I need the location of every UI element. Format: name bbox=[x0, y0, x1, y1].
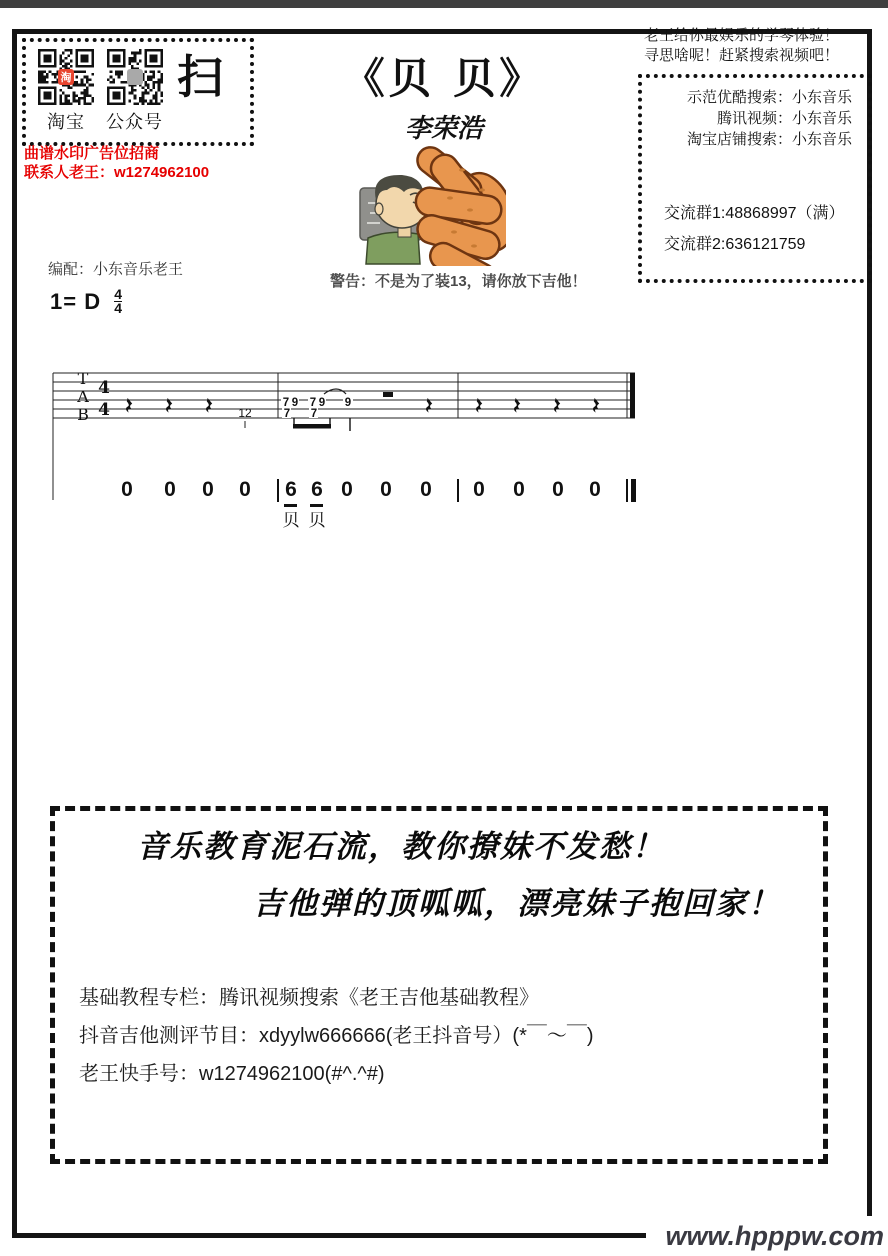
song-artist: 李荣浩 bbox=[404, 114, 483, 144]
fret-number-tied: 9 bbox=[344, 397, 352, 409]
jianpu-note: 0 bbox=[341, 478, 353, 501]
final-barline-thick bbox=[630, 373, 635, 418]
slap-meme-image bbox=[358, 146, 506, 266]
qq-group-1: 交流群1:48868997（满） bbox=[664, 205, 845, 222]
key-name: 1= D bbox=[50, 288, 102, 314]
jianpu-note: 0 bbox=[164, 478, 176, 501]
fret-number: 9 bbox=[318, 397, 326, 409]
jianpu-note: 0 bbox=[513, 478, 525, 501]
arranger-credit: 编配：小东音乐老王 bbox=[48, 261, 184, 278]
promo-dotted-box bbox=[638, 74, 872, 283]
lyric-syllable: 贝 bbox=[308, 511, 326, 530]
search-line-tencent: 腾讯视频：小东音乐 bbox=[716, 110, 852, 127]
qq-group-2: 交流群2:636121759 bbox=[664, 236, 806, 253]
tab-letter-b: B bbox=[77, 405, 89, 424]
jianpu-note: 6 bbox=[311, 478, 323, 501]
jianpu-final-barline-thin bbox=[626, 479, 628, 502]
search-line-taobao: 淘宝店铺搜索：小东音乐 bbox=[686, 131, 852, 148]
promo-header bbox=[644, 26, 876, 66]
fret-number: 7 bbox=[309, 397, 317, 409]
ad-line-2: 联系人老王：w1274962100 bbox=[24, 164, 210, 181]
half-rest-icon bbox=[383, 392, 393, 397]
scan-character: 扫 bbox=[177, 51, 223, 103]
taobao-qr-logo: 淘 bbox=[58, 69, 74, 85]
wechat-qr-logo bbox=[127, 69, 143, 85]
promo-line-1: 老王给你最娱乐的学琴体验！ bbox=[644, 27, 840, 44]
footer-line-kuaishou: 老王快手号：w1274962100(#^.^#) bbox=[79, 1063, 385, 1085]
position-marker: 12 bbox=[238, 406, 252, 420]
slogan-line-2: 吉他弹的顶呱呱，漂亮妹子抱回家！ bbox=[253, 886, 781, 922]
slogan-line-1: 音乐教育泥石流，教你撩妹不发愁！ bbox=[137, 829, 665, 865]
tab-time-bottom: 4 bbox=[98, 400, 110, 420]
fret-number: 7 bbox=[310, 408, 318, 420]
taobao-qr-label: 淘宝 bbox=[47, 112, 85, 132]
ad-line-1: 曲谱水印广告位招商 bbox=[24, 145, 160, 162]
jianpu-note: 0 bbox=[202, 478, 214, 501]
scan-qr-box bbox=[22, 38, 254, 146]
time-signature-bottom: 4 bbox=[114, 300, 122, 316]
key-signature bbox=[50, 288, 126, 315]
time-signature bbox=[110, 288, 126, 315]
footer-line-tutorial: 基础教程专栏：腾讯视频搜索《老王吉他基础教程》 bbox=[79, 987, 539, 1009]
fret-number: 7 bbox=[283, 408, 291, 420]
jianpu-note: 6 bbox=[285, 478, 297, 501]
jianpu-note: 0 bbox=[473, 478, 485, 501]
time-signature-top: 4 bbox=[114, 286, 122, 302]
jianpu-note: 0 bbox=[239, 478, 251, 501]
jianpu-note: 0 bbox=[380, 478, 392, 501]
watermark-ad-text bbox=[24, 144, 209, 182]
lyric-syllable: 贝 bbox=[282, 511, 300, 530]
jianpu-note: 0 bbox=[589, 478, 601, 501]
jianpu-barline bbox=[457, 479, 459, 502]
eighth-beam bbox=[293, 424, 331, 429]
jianpu-note: 0 bbox=[420, 478, 432, 501]
jianpu-barline bbox=[277, 479, 279, 502]
wechat-qr-column bbox=[106, 49, 163, 134]
footer-line-douyin: 抖音吉他测评节目：xdyylw666666(老王抖音号）(*￣〜￣) bbox=[79, 1025, 594, 1047]
fret-number: 9 bbox=[291, 397, 299, 409]
wechat-qr-label: 公众号 bbox=[106, 112, 163, 132]
warning-text: 警告：不是为了装13，请你放下吉他！ bbox=[330, 273, 587, 290]
tab-letter-a: A bbox=[77, 387, 89, 406]
tab-time-top: 4 bbox=[98, 378, 110, 398]
promo-line-2: 寻思啥呢！赶紧搜索视频吧！ bbox=[644, 47, 840, 64]
jianpu-final-barline-thick bbox=[631, 479, 636, 502]
tab-letter-t: T bbox=[77, 369, 89, 388]
footer-dashed-box bbox=[50, 806, 828, 1164]
search-line-youku: 示范优酷搜索：小东音乐 bbox=[686, 89, 852, 106]
jianpu-note: 0 bbox=[552, 478, 564, 501]
top-gray-bar bbox=[0, 0, 888, 8]
jianpu-note: 0 bbox=[121, 478, 133, 501]
fret-number: 7 bbox=[282, 397, 290, 409]
taobao-qr-column bbox=[38, 49, 94, 134]
site-watermark: www.hpppw.com bbox=[646, 1216, 888, 1256]
song-title: 《贝 贝》 bbox=[342, 54, 546, 103]
